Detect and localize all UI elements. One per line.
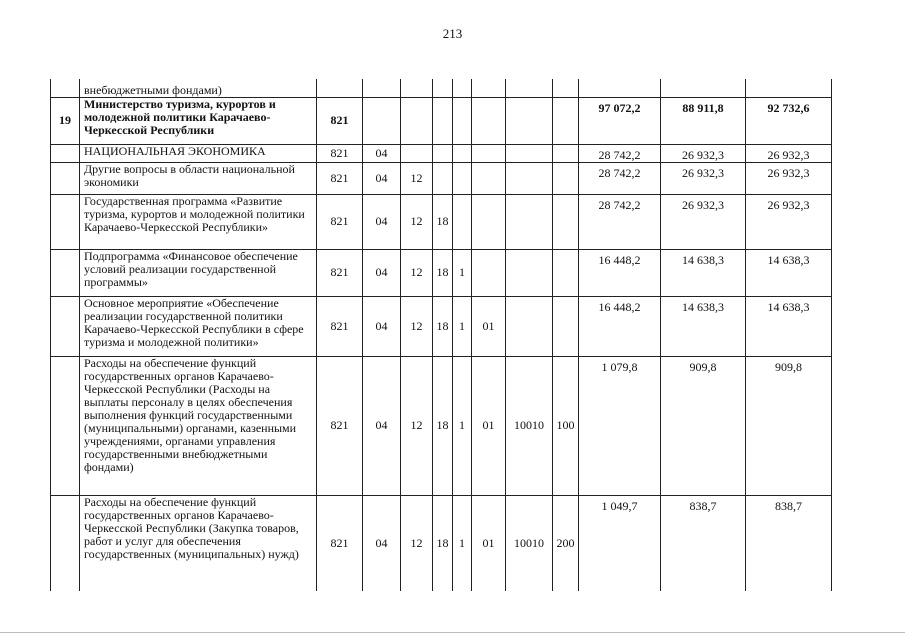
table-row (51, 495, 832, 591)
event-code-cell (472, 144, 506, 162)
program-code-cell (433, 144, 453, 162)
ministry-code-cell: 821 (317, 97, 363, 144)
row-number-cell (51, 495, 80, 591)
ministry-code-cell: 821 (317, 495, 363, 591)
amount-year2-cell: 909,8 (661, 356, 746, 495)
subprogram-code-cell (453, 162, 472, 194)
amount-year2-cell: 14 638,3 (661, 249, 746, 296)
amount-year3-cell: 26 932,3 (746, 144, 832, 162)
amount-year1-cell (579, 79, 661, 97)
subsection-code-cell (401, 97, 433, 144)
ministry-code-cell: 821 (317, 356, 363, 495)
table-row (51, 296, 832, 356)
item-name-cell: Расходы на обеспечение функций государственных органов Карачаево-Черкесской Республики (Расходы на выплаты персоналу в целях обеспечения выполнения функций государственными (муниципальными) органами, казенными учреждениями, органами управления государственными внебюджетными фондами) (80, 356, 317, 495)
subsection-code-cell: 12 (401, 356, 433, 495)
row-number-cell (51, 162, 80, 194)
expense-type-cell (553, 144, 579, 162)
section-code-cell: 04 (363, 162, 401, 194)
subsection-code-cell: 12 (401, 162, 433, 194)
row-number-cell: 19 (51, 97, 80, 144)
subsection-code-cell: 12 (401, 194, 433, 249)
amount-year1-cell: 16 448,2 (579, 296, 661, 356)
table-row (51, 356, 832, 495)
subprogram-code-cell: 1 (453, 296, 472, 356)
ministry-code-cell: 821 (317, 162, 363, 194)
expense-type-cell: 200 (553, 495, 579, 591)
amount-year3-cell (746, 79, 832, 97)
expense-type-cell (553, 296, 579, 356)
table-row (51, 162, 832, 194)
subsection-code-cell: 12 (401, 249, 433, 296)
amount-year2-cell: 88 911,8 (661, 97, 746, 144)
subprogram-code-cell: 1 (453, 249, 472, 296)
table-row (51, 194, 832, 249)
program-code-cell: 18 (433, 296, 453, 356)
row-number-cell (51, 249, 80, 296)
amount-year2-cell: 26 932,3 (661, 162, 746, 194)
section-code-cell: 04 (363, 296, 401, 356)
section-code-cell: 04 (363, 144, 401, 162)
item-name-cell: внебюджетными фондами) (80, 79, 317, 97)
amount-year3-cell: 14 638,3 (746, 249, 832, 296)
ministry-code-cell: 821 (317, 249, 363, 296)
event-code-cell: 01 (472, 495, 506, 591)
item-name-cell: Основное мероприятие «Обеспечение реализации государственной политики Карачаево-Черкесской Республики в сфере туризма и молодежной политики» (80, 296, 317, 356)
subprogram-code-cell: 1 (453, 356, 472, 495)
subprogram-code-cell (453, 144, 472, 162)
program-code-cell (433, 162, 453, 194)
expense-type-cell (553, 79, 579, 97)
item-name-cell: НАЦИОНАЛЬНАЯ ЭКОНОМИКА (80, 144, 317, 162)
program-code-cell: 18 (433, 495, 453, 591)
direction-code-cell (506, 144, 553, 162)
program-code-cell: 18 (433, 194, 453, 249)
amount-year1-cell: 1 079,8 (579, 356, 661, 495)
row-number-cell (51, 296, 80, 356)
amount-year3-cell: 26 932,3 (746, 162, 832, 194)
item-name-cell: Расходы на обеспечение функций государственных органов Карачаево-Черкесской Республики (Закупка товаров, работ и услуг для обеспечения государственных (муниципальных) нужд) (80, 495, 317, 591)
expense-type-cell (553, 249, 579, 296)
event-code-cell: 01 (472, 296, 506, 356)
program-code-cell: 18 (433, 356, 453, 495)
event-code-cell (472, 249, 506, 296)
amount-year1-cell: 16 448,2 (579, 249, 661, 296)
row-number-cell (51, 79, 80, 97)
row-number-cell (51, 356, 80, 495)
expense-type-cell (553, 162, 579, 194)
expense-type-cell (553, 194, 579, 249)
amount-year1-cell: 1 049,7 (579, 495, 661, 591)
item-name-cell: Министерство туризма, курортов и молодежной политики Карачаево-Черкесской Республики (80, 97, 317, 144)
ministry-code-cell: 821 (317, 144, 363, 162)
event-code-cell (472, 97, 506, 144)
section-code-cell: 04 (363, 356, 401, 495)
ministry-code-cell: 821 (317, 296, 363, 356)
amount-year2-cell: 26 932,3 (661, 144, 746, 162)
budget-table (50, 79, 832, 591)
subsection-code-cell (401, 79, 433, 97)
subprogram-code-cell (453, 97, 472, 144)
program-code-cell: 18 (433, 249, 453, 296)
section-code-cell (363, 79, 401, 97)
amount-year2-cell: 14 638,3 (661, 296, 746, 356)
amount-year3-cell: 838,7 (746, 495, 832, 591)
amount-year3-cell: 909,8 (746, 356, 832, 495)
amount-year1-cell: 28 742,2 (579, 144, 661, 162)
amount-year2-cell (661, 79, 746, 97)
row-number-cell (51, 194, 80, 249)
subprogram-code-cell (453, 79, 472, 97)
amount-year1-cell: 97 072,2 (579, 97, 661, 144)
section-code-cell: 04 (363, 194, 401, 249)
event-code-cell (472, 79, 506, 97)
direction-code-cell (506, 97, 553, 144)
subprogram-code-cell (453, 194, 472, 249)
amount-year1-cell: 28 742,2 (579, 194, 661, 249)
direction-code-cell (506, 79, 553, 97)
ministry-code-cell: 821 (317, 194, 363, 249)
ministry-code-cell (317, 79, 363, 97)
subsection-code-cell: 12 (401, 296, 433, 356)
amount-year2-cell: 26 932,3 (661, 194, 746, 249)
direction-code-cell (506, 162, 553, 194)
subsection-code-cell (401, 144, 433, 162)
amount-year3-cell: 14 638,3 (746, 296, 832, 356)
event-code-cell (472, 162, 506, 194)
amount-year2-cell: 838,7 (661, 495, 746, 591)
page-number: 213 (442, 26, 463, 41)
row-number-cell (51, 144, 80, 162)
table-row (51, 97, 832, 144)
section-code-cell: 04 (363, 495, 401, 591)
expense-type-cell (553, 97, 579, 144)
table-row (51, 79, 832, 97)
item-name-cell: Подпрограмма «Финансовое обеспечение условий реализации государственной программы» (80, 249, 317, 296)
event-code-cell (472, 194, 506, 249)
subsection-code-cell: 12 (401, 495, 433, 591)
amount-year1-cell: 28 742,2 (579, 162, 661, 194)
direction-code-cell: 10010 (506, 356, 553, 495)
direction-code-cell (506, 296, 553, 356)
item-name-cell: Государственная программа «Развитие туризма, курортов и молодежной политики Карачаево-Черкесской Республики» (80, 194, 317, 249)
direction-code-cell (506, 249, 553, 296)
table-row (51, 144, 832, 162)
direction-code-cell: 10010 (506, 495, 553, 591)
event-code-cell: 01 (472, 356, 506, 495)
section-code-cell (363, 97, 401, 144)
item-name-cell: Другие вопросы в области национальной экономики (80, 162, 317, 194)
subprogram-code-cell: 1 (453, 495, 472, 591)
direction-code-cell (506, 194, 553, 249)
section-code-cell: 04 (363, 249, 401, 296)
expense-type-cell: 100 (553, 356, 579, 495)
program-code-cell (433, 79, 453, 97)
amount-year3-cell: 92 732,6 (746, 97, 832, 144)
program-code-cell (433, 97, 453, 144)
page-edge-line (0, 632, 905, 633)
table-row (51, 249, 832, 296)
amount-year3-cell: 26 932,3 (746, 194, 832, 249)
